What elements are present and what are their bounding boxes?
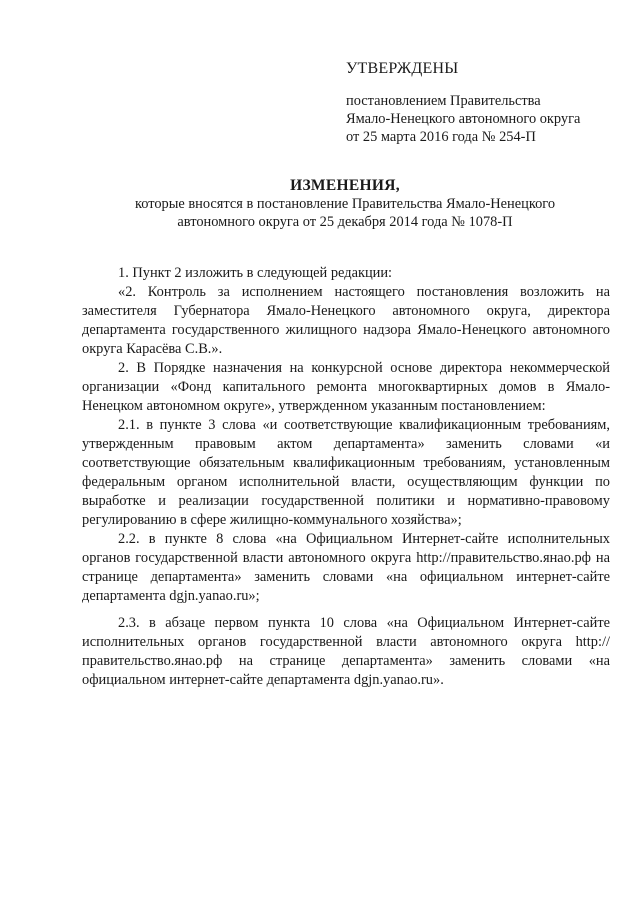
document-subtitle-line-2: автономного округа от 25 декабря 2014 года № 1078-П xyxy=(177,214,513,230)
document-body xyxy=(82,264,610,690)
paragraph-4: 2.1. в пункте 3 слова «и соответствующие квалификационным требованиям, утвержденным правовым актом департамента» заменить словами «и соответствующие обязательным квалификационным требованиям, установленным федеральным органом исполнительной власти, осуществляющим функции по выработке и реализации государственной политики и нормативно-правовому регулированию в сфере жилищно-коммунального хозяйства»; xyxy=(82,417,610,528)
approval-line-3: от 25 марта 2016 года № 254-П xyxy=(346,129,536,145)
document-subtitle-line-1: которые вносятся в постановление Правительства Ямало-Ненецкого xyxy=(134,196,556,212)
paragraph-3: 2. В Порядке назначения на конкурсной основе директора некоммерческой организации «Фонд капитального ремонта многоквартирных домов в Ямало-Ненецком автономном округе», утвержденном указанным постановлением: xyxy=(82,360,610,414)
approval-line-2: Ямало-Ненецкого автономного округа xyxy=(346,111,581,127)
paragraph-2: «2. Контроль за исполнением настоящего постановления возложить на заместителя Губернатора Ямало-Ненецкого автономного округа, директора департамента государственного жилищного надзора Ямало-Ненецкого автономного округа Карасёва С.В.». xyxy=(82,284,610,357)
approval-heading: УТВЕРЖДЕНЫ xyxy=(346,60,459,77)
document-title-block xyxy=(80,177,610,231)
approval-block xyxy=(346,60,626,146)
paragraph-1: 1. Пункт 2 изложить в следующей редакции: xyxy=(118,265,393,281)
paragraph-5: 2.2. в пункте 8 слова «на Официальном Интернет-сайте исполнительных органов государственной власти автономного округа http://правительство.янао.рф на странице департамента» заменить словами «на официальном интернет-сайте департамента dgjn.yanao.ru»; xyxy=(82,531,610,604)
paragraph-6: 2.3. в абзаце первом пункта 10 слова «на Официальном Интернет-сайте исполнительных органов государственной власти автономного округа http://правительство.янао.рф на странице департамента» заменить словами «на официальном интернет-сайте департамента dgjn.yanao.ru». xyxy=(82,615,610,688)
document-title: ИЗМЕНЕНИЯ, xyxy=(290,177,400,194)
approval-line-1: постановлением Правительства xyxy=(346,93,541,109)
